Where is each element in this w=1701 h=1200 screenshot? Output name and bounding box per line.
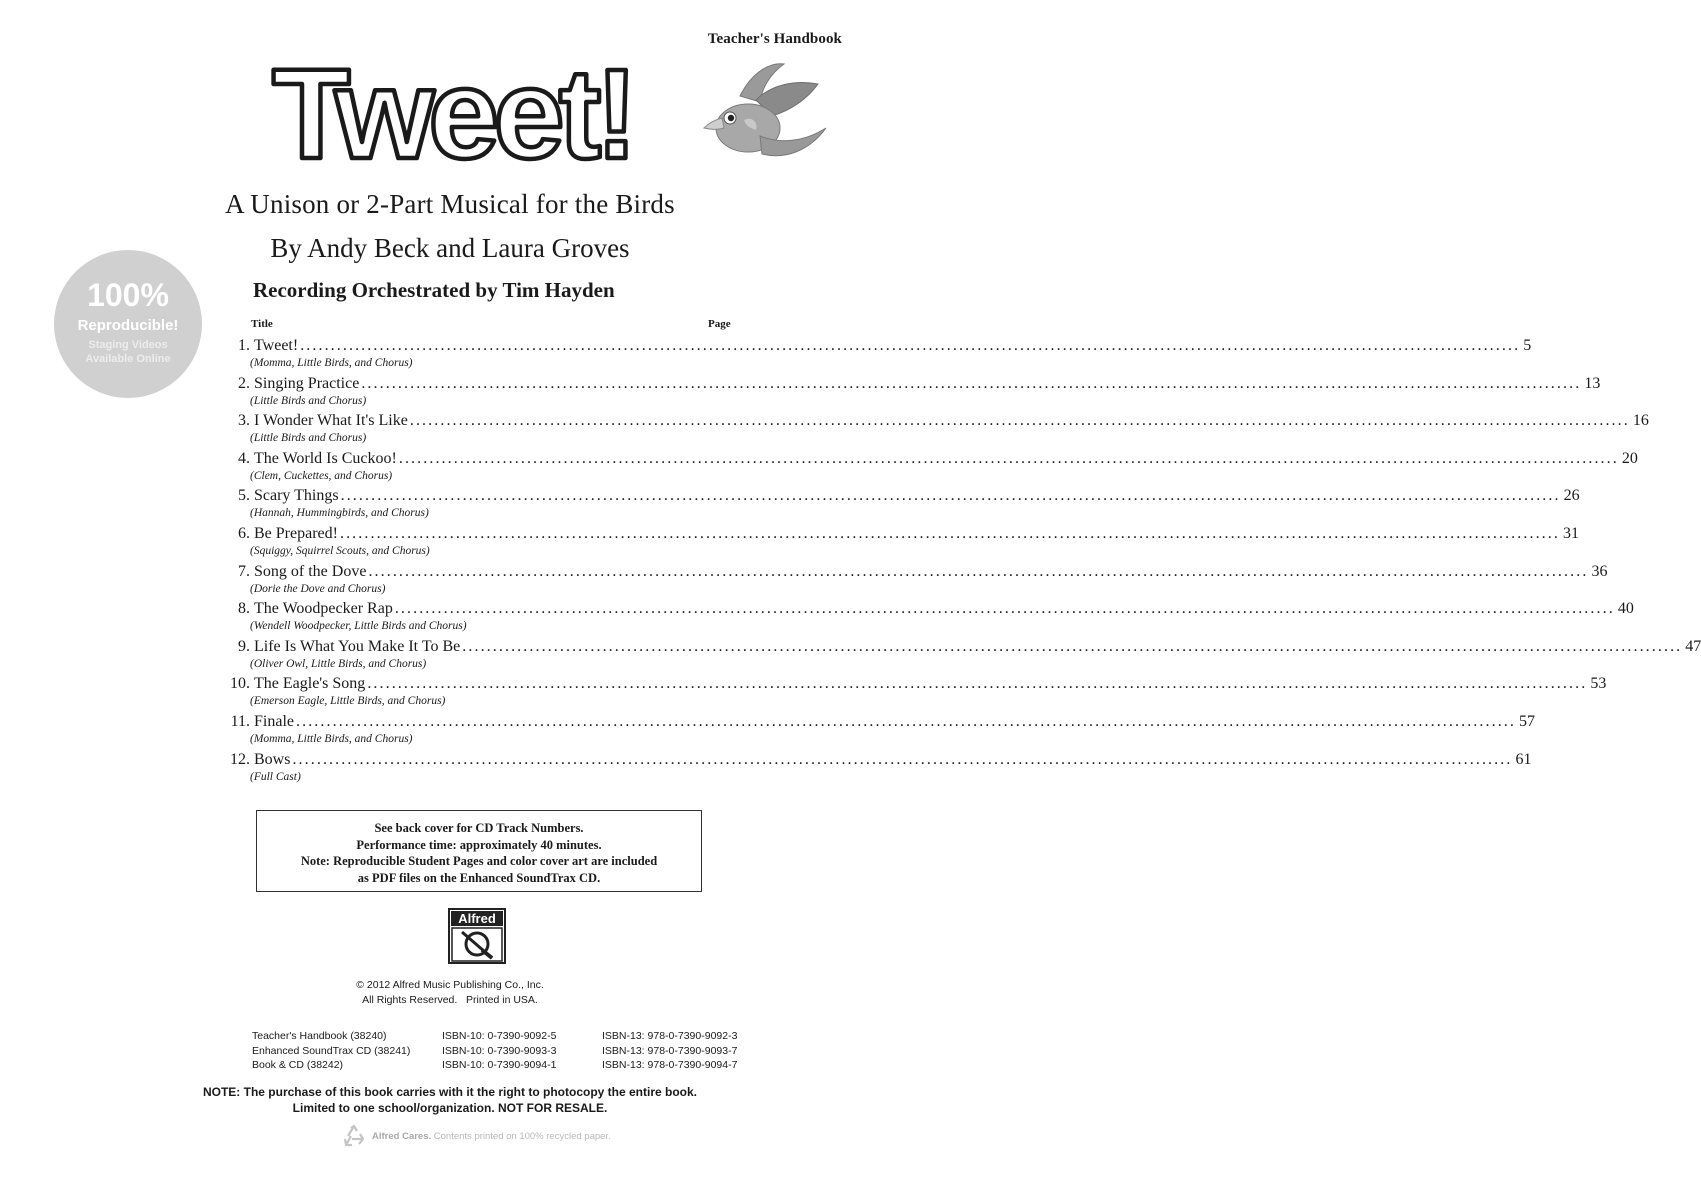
isbn-10: ISBN-10: 0-7390-9094-1 [442,1059,557,1071]
badge-line2: Staging Videos [88,339,168,351]
toc-item [222,524,1579,562]
cares-text: Contents printed on 100% recycled paper. [433,1130,611,1142]
toc-item-line [222,524,1579,544]
note-line-1: See back cover for CD Track Numbers. [374,821,584,835]
toc-item-line [222,599,1634,619]
isbn-row [252,1029,812,1044]
toc-item-number: 5. [238,487,250,505]
toc-item-line [222,449,1638,469]
note-line-2: Performance time: approximately 40 minutes. [356,837,602,852]
toc-item-cast: (Full Cast) [250,770,301,783]
toc-item-cast: (Momma, Little Birds, and Chorus) [250,357,413,369]
toc-leader-dots: ........................................................................................................................................................................................................ [292,750,1513,768]
toc-item [222,486,1580,524]
toc-item-line [222,674,1607,694]
authors: By Andy Beck and Laura Groves [270,233,630,263]
header-label: Teacher's Handbook [707,31,842,47]
toc-item-title: Be Prepared! [254,524,338,542]
toc-leader-dots: ........................................................................................................................................................................................................ [367,675,1588,693]
toc-item-page: 31 [1562,524,1579,542]
isbn-product: Enhanced SoundTrax CD (38241) [252,1044,411,1057]
isbn-row [252,1044,812,1059]
copyright-line-1: © 2012 Alfred Music Publishing Co., Inc. [356,979,544,991]
badge-line1: Reproducible! [77,317,179,334]
toc-item-number: 2. [238,374,250,392]
alfred-cares [342,1124,611,1148]
toc-item-number: 1. [238,337,250,354]
isbn-table [252,1029,812,1073]
toc-item-cast: (Squiggy, Squirrel Scouts, and Chorus) [250,544,430,557]
toc-item-number: 6. [238,524,250,542]
toc-item-page: 61 [1515,750,1532,768]
toc-item-title: I Wonder What It's Like [254,412,408,430]
toc-item-line [222,562,1608,582]
toc-item-number: 4. [238,449,250,467]
toc-item [222,449,1638,487]
toc-item-title: Singing Practice [254,374,360,392]
toc-item-number: 8. [238,600,250,618]
toc-item-title: Finale [254,712,294,730]
toc-item-page: 5 [1523,337,1532,354]
toc-item-line [222,712,1535,732]
toc-item-page: 36 [1591,562,1608,580]
toc-item-title: Scary Things [254,487,339,505]
toc-leader-dots: ........................................................................................................................................................................................................ [409,412,1630,430]
toc-item [222,750,1532,788]
toc-item-cast: (Emerson Eagle, Little Birds, and Chorus) [250,695,446,708]
toc-item [222,411,1649,449]
toc-item-cast: (Clem, Cuckettes, and Chorus) [250,469,393,482]
toc-leader-dots: ........................................................................................................................................................................................................ [361,374,1582,392]
toc-item-number: 12. [230,750,250,768]
toc-item-cast: (Wendell Woodpecker, Little Birds and Chorus) [250,620,467,633]
cares-brand: Alfred Cares. [372,1130,432,1142]
toc-item-number: 10. [230,675,250,693]
toc-item-page: 53 [1590,675,1607,693]
note-line-4: as PDF files on the Enhanced SoundTrax CD. [357,870,601,885]
toc-item-line [222,336,1532,356]
toc-item-title: The World Is Cuckoo! [254,449,397,467]
isbn-row [252,1058,812,1073]
toc-item-title: Bows [254,750,291,768]
toc-item-cast: (Dorie the Dove and Chorus) [250,582,386,595]
toc-item-number: 11. [230,712,250,730]
isbn-13: ISBN-13: 978-0-7390-9093-7 [602,1044,738,1057]
toc-item-page: 26 [1563,487,1580,505]
isbn-product: Teacher's Handbook (38240) [252,1030,387,1042]
toc-leader-dots: ........................................................................................................................................................................................................ [339,524,1560,542]
toc-item-cast: (Little Birds and Chorus) [250,394,367,407]
toc-item-title: The Woodpecker Rap [254,600,393,618]
toc-item-page: 57 [1519,712,1535,730]
toc-item [222,599,1634,637]
toc-item [222,674,1607,712]
title-logo [222,40,682,186]
toc-leader-dots: ........................................................................................................................................................................................................ [340,487,1561,505]
badge-percent: 100% [87,277,169,313]
notice-line-1: NOTE: The purchase of this book carries with it the right to photocopy the entire book. [202,1085,698,1099]
toc-item-page: 47 [1685,637,1701,655]
toc-item-line [222,411,1649,431]
toc-item-title: Song of the Dove [254,562,367,580]
toc-header-page: Page [708,318,731,330]
toc-item [222,712,1535,750]
toc-item [222,336,1532,374]
note-line-3: Note: Reproducible Student Pages and color cover art are included [300,854,658,868]
toc-item-cast: (Momma, Little Birds, and Chorus) [250,732,413,745]
toc-item-title: Life Is What You Make It To Be [254,637,461,655]
toc-item [222,374,1601,412]
badge-line3: Available Online [85,353,171,365]
isbn-10: ISBN-10: 0-7390-9093-3 [442,1044,557,1057]
toc-item-page: 13 [1584,374,1601,392]
toc-item-page: 20 [1621,449,1638,467]
copyright-line-2: All Rights Reserved. Printed in USA. [362,994,538,1006]
table-of-contents [222,336,1701,787]
toc-item-number: 3. [238,412,250,430]
toc-leader-dots: ........................................................................................................................................................................................................ [368,562,1589,580]
recycle-icon [342,1124,366,1148]
toc-item [222,562,1608,600]
toc-item-cast: (Hannah, Hummingbirds, and Chorus) [250,507,429,520]
toc-leader-dots: ........................................................................................................................................................................................................ [398,449,1619,467]
toc-item-line [222,374,1601,394]
isbn-13: ISBN-13: 978-0-7390-9094-7 [602,1059,738,1071]
toc-leader-dots: ........................................................................................................................................................................................................ [296,712,1516,730]
photocopy-notice [0,1085,900,1116]
toc-item-number: 7. [238,562,250,580]
toc-item-line [222,486,1580,506]
alfred-logo [448,908,506,964]
toc-leader-dots: ........................................................................................................................................................................................................ [394,600,1615,618]
isbn-product: Book & CD (38242) [252,1059,344,1071]
toc-item-line [222,750,1532,770]
isbn-10: ISBN-10: 0-7390-9092-5 [442,1030,557,1042]
toc-item-title: The Eagle's Song [254,675,366,693]
orchestration-credit: Recording Orchestrated by Tim Hayden [253,278,615,302]
toc-item-cast: (Oliver Owl, Little Birds, and Chorus) [250,657,427,670]
toc-item-page: 16 [1632,412,1649,430]
notice-line-2: Limited to one school/organization. NOT FOR RESALE. [292,1100,608,1115]
isbn-13: ISBN-13: 978-0-7390-9092-3 [602,1030,738,1042]
toc-header-title: Title [251,318,273,330]
toc-leader-dots: ........................................................................................................................................................................................................ [462,637,1683,655]
toc-item-cast: (Little Birds and Chorus) [250,432,367,445]
bird-illustration [700,58,832,168]
toc-leader-dots: ........................................................................................................................................................................................................ [300,337,1521,354]
subtitle: A Unison or 2-Part Musical for the Birds [225,189,675,219]
toc-item-page: 40 [1617,600,1634,618]
reproducible-badge [52,248,204,400]
info-note-box [256,810,702,892]
toc-item-number: 9. [238,637,250,655]
toc-item-title: Tweet! [254,337,299,354]
toc-item [222,637,1701,675]
copyright [0,978,900,1008]
toc-item-line [222,637,1701,657]
alfred-logo-text: Alfred [458,911,496,926]
title-text: Tweet! [272,43,632,186]
